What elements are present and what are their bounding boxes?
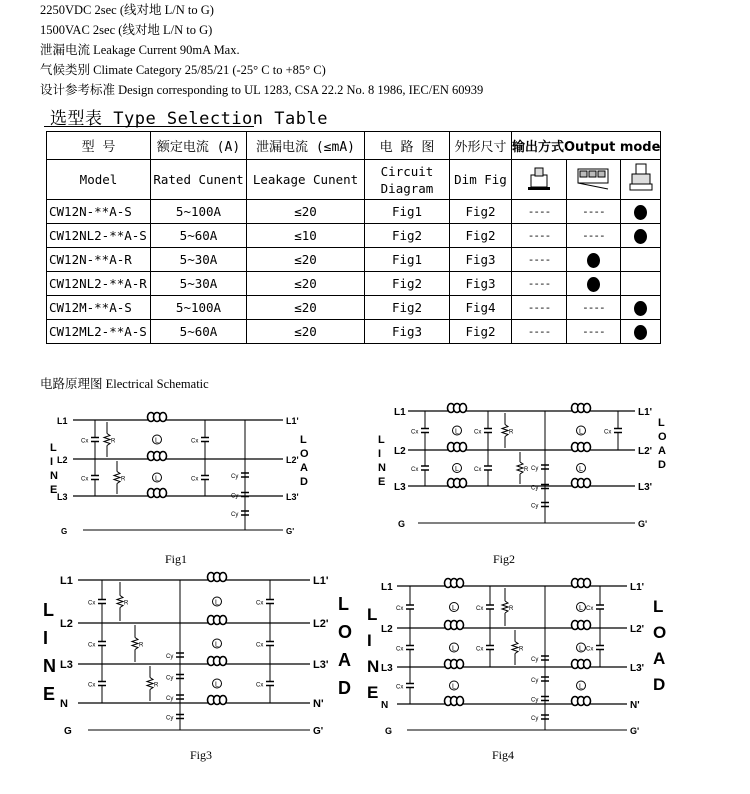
inductor-label: L xyxy=(579,466,583,473)
resistor xyxy=(117,596,123,608)
current-cell: 5~30A xyxy=(151,272,247,296)
load-word: D xyxy=(653,675,666,694)
line-word: E xyxy=(378,476,386,488)
load-word: O xyxy=(338,622,353,642)
inductor-coil xyxy=(208,573,227,582)
capacitor-label: Cy xyxy=(166,715,174,722)
output-terminal-label: N' xyxy=(630,700,640,711)
header-cell: 泄漏电流 (≤mA) xyxy=(247,132,365,160)
coil-turn xyxy=(460,443,467,452)
inductor-label: L xyxy=(155,475,159,483)
inductor-label: L xyxy=(455,466,459,473)
line-word: E xyxy=(50,484,58,496)
capacitor-label: Cx xyxy=(191,476,199,483)
inductor-label: L xyxy=(215,641,219,649)
coil-turn xyxy=(584,479,591,488)
spec-line: 1500VAC 2sec (线对地 L/N to G) xyxy=(40,23,213,37)
capacitor-label: Cy xyxy=(231,493,239,500)
header-cell: Dim Fig xyxy=(450,160,512,200)
inductor-coil xyxy=(572,479,591,488)
header-cell: Model xyxy=(47,160,151,200)
line-word: N xyxy=(50,470,58,482)
inductor-coil xyxy=(445,660,464,669)
header-cell: Rated Cunent xyxy=(151,160,247,200)
load-word: L xyxy=(653,597,664,616)
resistor-label: R xyxy=(121,476,126,483)
capacitor-label: Cy xyxy=(166,696,174,702)
output-mode-cell xyxy=(620,224,661,248)
ground-label: G xyxy=(61,527,68,536)
selected-dot-icon xyxy=(587,277,600,292)
input-terminal-label: L1 xyxy=(57,416,68,426)
coil-turn xyxy=(584,697,591,706)
table-row xyxy=(47,248,661,272)
capacitor-label: Cx xyxy=(474,429,482,436)
output-mode-cell: ---- xyxy=(566,224,620,248)
output-terminal-label: L2' xyxy=(286,455,299,465)
ground-out-label: G' xyxy=(313,726,324,737)
inductor-coil xyxy=(148,489,167,498)
spec-line: 气候类别 Climate Category 25/85/21 (-25° C to +85° C) xyxy=(40,63,326,77)
model-cell: CW12M-**A-S xyxy=(47,296,151,320)
line-word: N xyxy=(43,656,56,676)
resistor-label: R xyxy=(111,438,116,445)
coil-turn xyxy=(584,660,591,669)
coil-turn xyxy=(457,660,464,669)
dim-cell: Fig2 xyxy=(450,320,512,344)
coil-turn xyxy=(460,479,467,488)
resistor-label: R xyxy=(154,682,159,689)
capacitor-label: Cy xyxy=(531,657,539,663)
capacitor-label: Cx xyxy=(474,467,482,473)
capacitor-label: Cx xyxy=(81,438,89,445)
output-mode-cell xyxy=(620,320,661,344)
circuit-cell: Fig2 xyxy=(365,272,450,296)
circuit-cell: Fig2 xyxy=(365,224,450,248)
capacitor-label: Cx xyxy=(411,429,419,436)
output-mode-cell xyxy=(620,248,661,272)
model-cell: CW12ML2-**A-S xyxy=(47,320,151,344)
capacitor-label: Cx xyxy=(256,682,264,689)
ground-out-label: G' xyxy=(286,527,295,536)
coil-turn xyxy=(220,657,227,666)
inductor-coil xyxy=(448,479,467,488)
model-cell: CW12N-**A-S xyxy=(47,200,151,224)
circuit-cell: Fig3 xyxy=(365,320,450,344)
output-mode-cell: ---- xyxy=(512,272,567,296)
coil-turn xyxy=(457,579,464,588)
load-word: L xyxy=(658,417,665,429)
output-terminal-label: L1' xyxy=(313,575,329,587)
current-cell: 5~100A xyxy=(151,200,247,224)
title-underline xyxy=(44,126,254,127)
input-terminal-label: N xyxy=(60,698,68,710)
inductor-label: L xyxy=(155,437,159,445)
header-row-en xyxy=(47,160,661,200)
table-row xyxy=(47,200,661,224)
output-mode-cell xyxy=(566,272,620,296)
capacitor-label: Cy xyxy=(166,675,174,682)
resistor xyxy=(512,642,518,654)
resistor-label: R xyxy=(509,429,514,436)
output-mode-cell: ---- xyxy=(566,296,620,320)
dim-cell: Fig2 xyxy=(450,224,512,248)
inductor-coil xyxy=(572,579,591,588)
inductor-label: L xyxy=(215,599,219,607)
output-terminal-label: L3' xyxy=(638,482,653,493)
output-mode-terminal-icon xyxy=(566,160,620,200)
input-terminal-label: N xyxy=(381,700,389,711)
load-word: O xyxy=(658,431,667,443)
inductor-coil xyxy=(208,616,227,625)
input-terminal-label: L1 xyxy=(60,575,73,587)
inductor-coil xyxy=(148,452,167,461)
dim-cell: Fig2 xyxy=(450,200,512,224)
output-terminal-label: L3' xyxy=(313,659,329,671)
selected-dot-icon xyxy=(587,253,600,268)
coil-turn xyxy=(584,579,591,588)
capacitor-label: Cx xyxy=(411,467,419,473)
spec-list xyxy=(40,0,483,100)
header-cell: 电 路 图 xyxy=(365,132,450,160)
load-word: A xyxy=(300,462,308,474)
capacitor-label: Cy xyxy=(531,466,539,472)
header-cell-output-mode: 输出方式Output mode xyxy=(512,132,661,160)
table-row xyxy=(47,224,661,248)
ground-label: G xyxy=(398,519,406,529)
fig3-caption: Fig3 xyxy=(190,748,213,762)
inductor-label: L xyxy=(452,645,456,653)
selected-dot-icon xyxy=(634,301,647,316)
output-mode-cell: ---- xyxy=(566,200,620,224)
table-row xyxy=(47,320,661,344)
coil-turn xyxy=(160,452,167,461)
resistor xyxy=(114,472,120,484)
inductor-label: L xyxy=(452,605,456,612)
input-terminal-label: L2 xyxy=(394,446,406,457)
capacitor-label: Cx xyxy=(396,646,404,653)
load-word: O xyxy=(653,623,667,642)
current-cell: 5~60A xyxy=(151,320,247,344)
type-selection-table xyxy=(46,131,661,344)
capacitor-label: Cx xyxy=(191,438,199,445)
model-cell: CW12NL2-**A-S xyxy=(47,224,151,248)
inductor-coil xyxy=(208,657,227,666)
load-word: D xyxy=(300,476,308,488)
table-row xyxy=(47,272,661,296)
capacitor-label: Cx xyxy=(586,646,594,653)
circuit-cell: Fig1 xyxy=(365,248,450,272)
leakage-cell: ≤20 xyxy=(247,200,365,224)
line-word: L xyxy=(43,600,54,620)
inductor-coil xyxy=(572,697,591,706)
model-cell: CW12NL2-**A-R xyxy=(47,272,151,296)
line-word: L xyxy=(50,442,57,454)
coil-turn xyxy=(160,489,167,498)
output-terminal-label: L1' xyxy=(630,582,645,593)
resistor-label: R xyxy=(524,467,529,473)
inductor-label: L xyxy=(579,605,583,612)
inductor-label: L xyxy=(579,683,583,691)
input-terminal-label: L2 xyxy=(381,624,393,635)
dim-cell: Fig3 xyxy=(450,272,512,296)
inductor-label: L xyxy=(579,645,583,653)
resistor-label: R xyxy=(124,600,129,607)
resistor xyxy=(502,425,508,437)
input-terminal-label: L1 xyxy=(394,407,406,418)
inductor-coil xyxy=(572,443,591,452)
output-mode-cell: ---- xyxy=(512,200,567,224)
output-terminal-label: L2' xyxy=(630,624,645,635)
table-row xyxy=(47,296,661,320)
capacitor-label: Cx xyxy=(88,600,96,607)
output-mode-cell xyxy=(620,296,661,320)
capacitor-label: Cx xyxy=(396,684,404,691)
line-word: I xyxy=(43,628,49,648)
capacitor-label: Cy xyxy=(531,678,539,684)
coil-turn xyxy=(220,616,227,625)
capacitor-label: Cx xyxy=(476,606,484,612)
ground-label: G xyxy=(64,726,72,737)
load-word: L xyxy=(338,594,349,614)
coil-turn xyxy=(220,573,227,582)
input-terminal-label: L3 xyxy=(57,492,68,502)
output-mode-cell: ---- xyxy=(566,320,620,344)
spec-line: 2250VDC 2sec (线对地 L/N to G) xyxy=(40,3,214,17)
ground-label: G xyxy=(385,726,393,736)
inductor-coil xyxy=(445,579,464,588)
spec-line: 设计参考标准 Design corresponding to UL 1283, CSA 22.2 No. 8 1986, IEC/EN 60939 xyxy=(40,83,484,97)
inductor-label: L xyxy=(455,428,459,436)
resistor-label: R xyxy=(509,606,514,612)
output-mode-cell: ---- xyxy=(512,248,567,272)
capacitor-label: Cx xyxy=(604,429,612,436)
capacitor-label: Cy xyxy=(231,474,239,480)
load-word: L xyxy=(300,434,307,446)
spec-line: 泄漏电流 Leakage Current 90mA Max. xyxy=(40,43,240,57)
output-mode-cell: ---- xyxy=(512,296,567,320)
output-terminal-label: L1' xyxy=(638,407,653,418)
output-terminal-label: L2' xyxy=(638,446,653,457)
fig4-schematic xyxy=(365,570,695,755)
leakage-cell: ≤20 xyxy=(247,272,365,296)
capacitor-label: Cx xyxy=(256,642,264,649)
coil-turn xyxy=(220,696,227,705)
capacitor-label: Cy xyxy=(531,503,539,510)
inductor-coil xyxy=(445,621,464,630)
leakage-cell: ≤10 xyxy=(247,224,365,248)
resistor-label: R xyxy=(519,646,524,653)
capacitor-label: Cx xyxy=(88,682,96,689)
coil-turn xyxy=(584,404,591,413)
line-word: E xyxy=(43,684,56,704)
resistor xyxy=(132,638,138,650)
current-cell: 5~100A xyxy=(151,296,247,320)
output-mode-cell: ---- xyxy=(512,224,567,248)
line-word: L xyxy=(367,605,378,624)
line-word: L xyxy=(378,434,385,446)
coil-turn xyxy=(457,621,464,630)
output-mode-screw-icon xyxy=(512,160,567,200)
fig1-schematic xyxy=(45,403,325,553)
fig4-caption: Fig4 xyxy=(492,748,515,762)
inductor-coil xyxy=(572,404,591,413)
model-cell: CW12N-**A-R xyxy=(47,248,151,272)
ground-out-label: G' xyxy=(638,519,648,529)
input-terminal-label: L3 xyxy=(394,482,406,493)
load-word: D xyxy=(658,459,666,471)
output-terminal-label: L2' xyxy=(313,618,329,630)
inductor-coil xyxy=(448,404,467,413)
selected-dot-icon xyxy=(634,229,647,244)
load-word: D xyxy=(338,678,351,698)
fig2-caption: Fig2 xyxy=(493,552,516,566)
capacitor-label: Cy xyxy=(166,654,174,660)
ground-out-label: G' xyxy=(630,726,640,736)
capacitor-label: Cy xyxy=(531,716,539,722)
inductor-coil xyxy=(148,413,167,422)
inductor-coil xyxy=(208,696,227,705)
header-cell: 型 号 xyxy=(47,132,151,160)
input-terminal-label: L3 xyxy=(381,663,393,674)
circuit-cell: Fig2 xyxy=(365,296,450,320)
output-mode-cell xyxy=(620,200,661,224)
output-mode-cell: ---- xyxy=(512,320,567,344)
dim-cell: Fig3 xyxy=(450,248,512,272)
current-cell: 5~60A xyxy=(151,224,247,248)
coil-turn xyxy=(160,413,167,422)
inductor-label: L xyxy=(579,428,583,436)
leakage-cell: ≤20 xyxy=(247,320,365,344)
circuit-cell: Fig1 xyxy=(365,200,450,224)
resistor-label: R xyxy=(139,642,144,649)
capacitor-label: Cx xyxy=(88,642,96,649)
output-mode-cell xyxy=(620,272,661,296)
inductor-coil xyxy=(572,621,591,630)
coil-turn xyxy=(460,404,467,413)
output-terminal-label: L3' xyxy=(630,663,645,674)
line-word: E xyxy=(367,683,379,702)
capacitor-label: Cx xyxy=(396,606,404,612)
leakage-cell: ≤20 xyxy=(247,296,365,320)
load-word: A xyxy=(338,650,351,670)
output-terminal-label: L3' xyxy=(286,492,299,502)
leakage-cell: ≤20 xyxy=(247,248,365,272)
capacitor-label: Cx xyxy=(476,646,484,653)
fig1-caption: Fig1 xyxy=(165,552,188,566)
dim-cell: Fig4 xyxy=(450,296,512,320)
output-terminal-label: N' xyxy=(313,698,324,710)
coil-turn xyxy=(584,443,591,452)
inductor-coil xyxy=(572,660,591,669)
capacitor-label: Cy xyxy=(531,697,539,704)
input-terminal-label: L3 xyxy=(60,659,73,671)
output-mode-wire-icon xyxy=(620,160,661,200)
inductor-label: L xyxy=(452,683,456,691)
table-title: 选型表 Type Selection Table xyxy=(50,109,328,129)
load-word: A xyxy=(658,445,666,457)
capacitor-label: Cx xyxy=(586,606,594,612)
schematic-title: 电路原理图 Electrical Schematic xyxy=(40,377,209,391)
inductor-coil xyxy=(445,697,464,706)
selected-dot-icon xyxy=(634,325,647,340)
line-word: N xyxy=(367,657,380,676)
resistor xyxy=(502,601,508,613)
input-terminal-label: L1 xyxy=(381,582,393,593)
fig2-schematic xyxy=(370,398,680,548)
capacitor-label: Cy xyxy=(531,485,539,492)
output-terminal-label: L1' xyxy=(286,416,299,426)
line-word: I xyxy=(378,448,382,460)
load-word: O xyxy=(300,448,309,460)
coil-turn xyxy=(457,697,464,706)
inductor-label: L xyxy=(215,681,219,689)
current-cell: 5~30A xyxy=(151,248,247,272)
capacitor-label: Cx xyxy=(81,476,89,483)
coil-turn xyxy=(584,621,591,630)
resistor xyxy=(517,462,523,474)
inductor-coil xyxy=(448,443,467,452)
header-cell: Leakage Cunent xyxy=(247,160,365,200)
capacitor-label: Cx xyxy=(256,600,264,607)
line-word: N xyxy=(378,462,386,474)
input-terminal-label: L2 xyxy=(60,618,73,630)
header-cell: 外形尺寸 xyxy=(450,132,512,160)
fig3-schematic xyxy=(40,568,370,753)
load-word: A xyxy=(653,649,666,668)
header-row-cn xyxy=(47,132,661,160)
resistor xyxy=(147,678,153,690)
line-word: I xyxy=(50,456,54,468)
line-word: I xyxy=(367,631,372,650)
resistor xyxy=(104,434,110,446)
input-terminal-label: L2 xyxy=(57,455,68,465)
selected-dot-icon xyxy=(634,205,647,220)
capacitor-label: Cy xyxy=(231,512,239,518)
output-mode-cell xyxy=(566,248,620,272)
header-cell: Circuit Diagram xyxy=(365,160,450,200)
header-cell: 额定电流 (A) xyxy=(151,132,247,160)
